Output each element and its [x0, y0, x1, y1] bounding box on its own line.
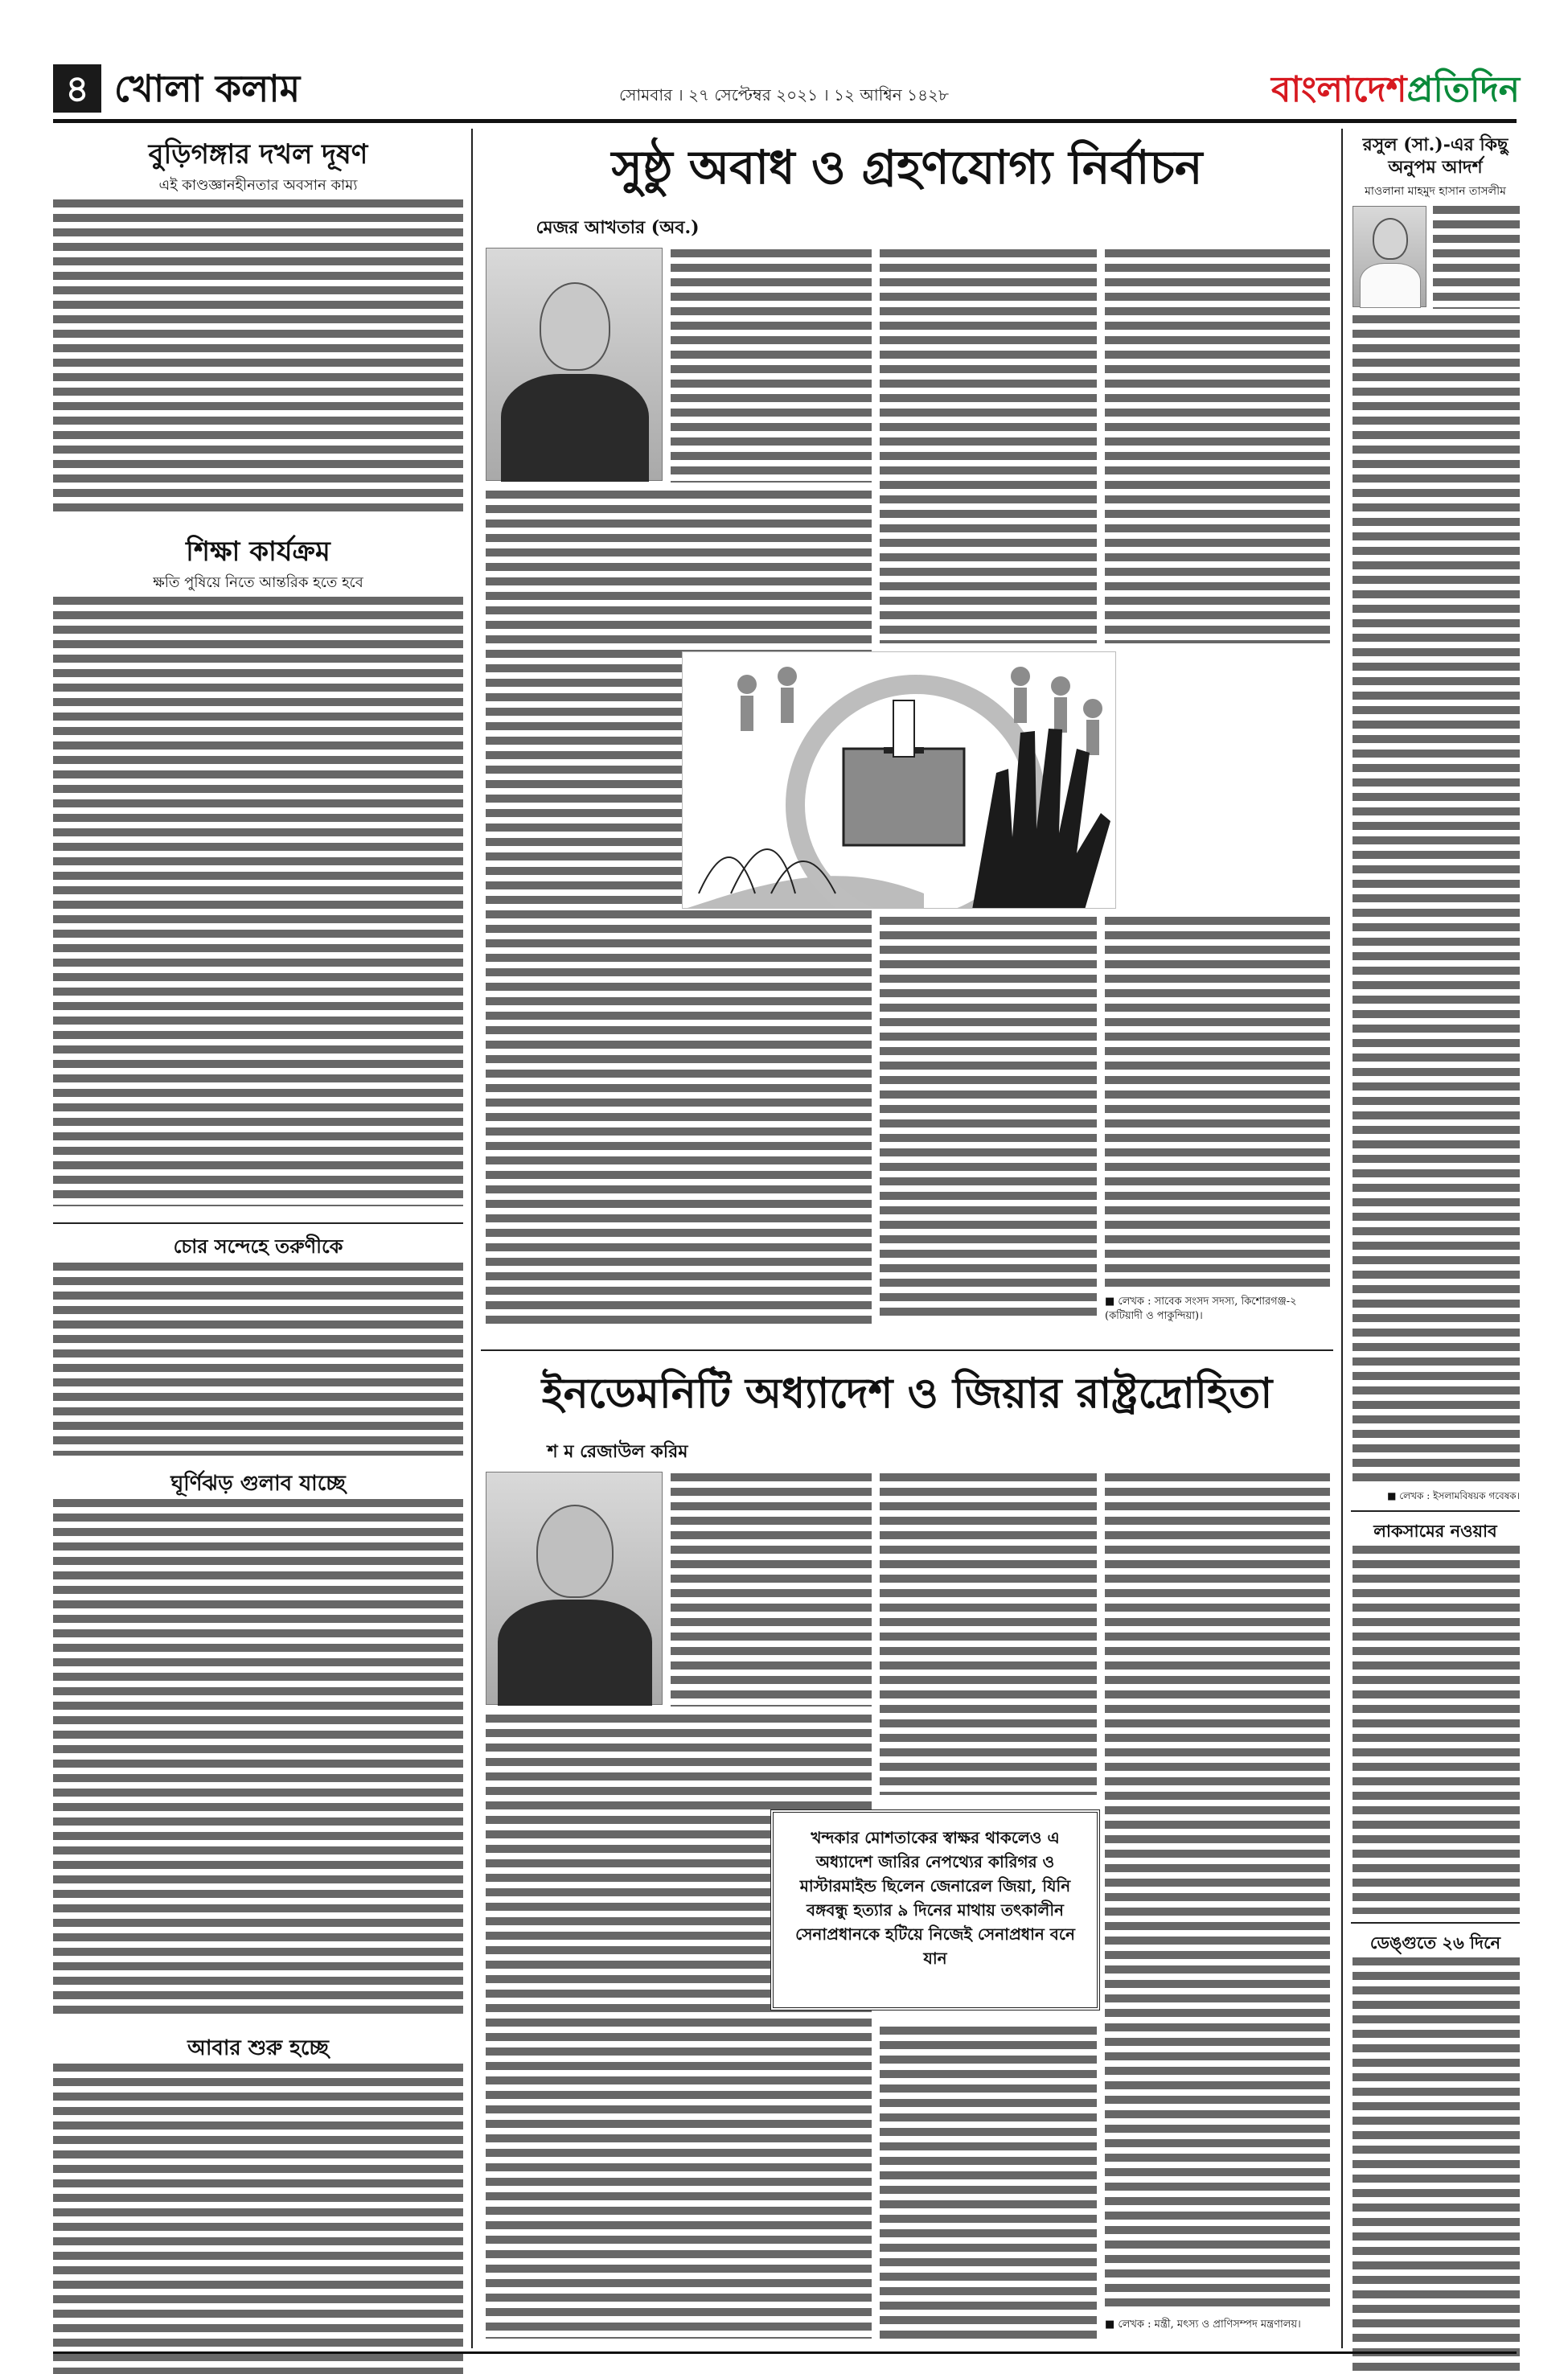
main-article-col-3-bottom	[1105, 917, 1330, 1287]
second-article-col-1	[486, 1715, 872, 2339]
news-3-title: আবার শুরু হচ্ছে	[187, 2036, 329, 2060]
section-title: খোলা কলাম	[114, 67, 301, 110]
pull-quote-text: খন্দকার মোশতাকের স্বাক্ষর থাকলেও এ অধ্যাদেশ জারির নেপথ্যের কারিগর ও মাস্টারমাইন্ড ছিলেন জেনারেল জিয়া, যিনি বঙ্গবন্ধু হত্যার ৯ দিনের মাথায় তৎকালীন সেনাপ্রধানকে হটিয়ে নিজেই সেনাপ্রধান বনে যান	[795, 1828, 1075, 1968]
editorial-1-body	[53, 199, 463, 513]
author-head	[1373, 218, 1408, 260]
editorial-1-title: বুড়িগঙ্গার দখল দূষণ	[148, 138, 368, 170]
author-photo-main	[486, 248, 663, 481]
author-head	[540, 282, 610, 371]
right-news-1-body	[1353, 1546, 1520, 1914]
author-head	[536, 1505, 614, 1598]
author-shoulders	[1360, 263, 1421, 308]
masthead-suffix: প্রতিদিন	[1406, 69, 1520, 110]
header-rule	[53, 119, 1517, 123]
author-shoulders	[501, 374, 649, 482]
issue-date: সোমবার । ২৭ সেপ্টেম্বর ২০২১ । ১২ আশ্বিন ১৪২৮	[619, 85, 950, 105]
main-article-col-1	[486, 491, 872, 1327]
masthead	[1238, 63, 1520, 114]
second-article-title: ইনডেমনিটি অধ্যাদেশ ও জিয়ার রাষ্ট্রদ্রোহিতা	[541, 1369, 1273, 1418]
news-2-title: ঘূর্ণিঝড় গুলাব যাচ্ছে	[170, 1472, 346, 1496]
left-divider-1	[53, 1222, 463, 1224]
right-news-2-body	[1353, 1957, 1520, 2374]
author-photo-second	[486, 1472, 663, 1705]
editorial-1-subtitle: এই কাণ্ডজ্ঞানহীনতার অবসান কাম্য	[158, 177, 358, 194]
main-article-col-2	[880, 249, 1097, 643]
news-1-title: চোর সন্দেহে তরুণীকে	[173, 1234, 343, 1258]
right-news-2-title: ডেঙ্গুতে ২৬ দিনে	[1369, 1932, 1501, 1953]
main-article-author-note: ■ লেখক : সাবেক সংসদ সদস্য, কিশোরগঞ্জ-২ (কটিয়াদী ও পাকুন্দিয়া)।	[1105, 1296, 1297, 1322]
second-article	[481, 1359, 1333, 2348]
main-article-col-3	[1105, 249, 1330, 643]
author-shoulders	[498, 1600, 652, 1706]
second-article-col-3	[1105, 1473, 1330, 2310]
pull-quote-box	[770, 1809, 1100, 2011]
column-rule-left	[471, 129, 473, 2348]
right-article-author-note: ■ লেখক : ইসলামবিষয়ক গবেষক।	[1387, 1490, 1520, 1501]
right-article-body-top	[1433, 206, 1520, 309]
main-article	[481, 129, 1333, 1343]
author-photo-right	[1353, 206, 1426, 307]
right-article-title: রসুল (সা.)-এর কিছু অনুপম আদর্শ	[1362, 134, 1508, 178]
news-1-body	[53, 1263, 463, 1456]
second-article-author-note: ■ লেখক : মন্ত্রী, মৎস্য ও প্রাণিসম্পদ মন্ত্রণালয়।	[1105, 2319, 1301, 2331]
news-3-body	[53, 2064, 463, 2374]
footer-rule	[53, 2351, 1517, 2354]
main-divider	[481, 1349, 1333, 1351]
main-article-col-2-bottom	[880, 917, 1097, 1319]
news-2-body	[53, 1499, 463, 2020]
main-article-author: মেজর আখতার (অব.)	[536, 217, 700, 238]
second-article-col-1-top	[671, 1473, 872, 1707]
main-article-col-1-top	[671, 249, 872, 483]
election-illustration	[682, 651, 1116, 909]
editorial-2-body	[53, 597, 463, 1206]
right-news-1-title: লাকসামের নওয়াব	[1373, 1521, 1497, 1541]
main-article-title: সুষ্ঠু অবাধ ও গ্রহণযোগ্য নির্বাচন	[611, 140, 1203, 195]
column-rule-right	[1341, 129, 1343, 2348]
masthead-prefix: বাংলাদেশ	[1271, 69, 1407, 110]
editorial-2-subtitle: ক্ষতি পুষিয়ে নিতে আন্তরিক হতে হবে	[153, 574, 363, 591]
right-article-body	[1353, 315, 1520, 1483]
right-divider-2	[1351, 1922, 1520, 1924]
editorial-2-title: শিক্ষা কার্যক্রম	[186, 536, 330, 568]
right-article-author: মাওলানা মাহমুদ হাসান তাসলীম	[1365, 185, 1506, 198]
left-column	[53, 129, 463, 2348]
election-illustration-svg	[683, 652, 1116, 909]
right-divider-1	[1351, 1510, 1520, 1512]
right-column	[1351, 129, 1520, 2348]
second-article-author: শ ম রেজাউল করিম	[547, 1441, 688, 1462]
page-number-box: ৪	[53, 64, 101, 113]
second-article-col-2-top	[880, 1473, 1097, 1795]
second-article-col-2-bottom	[880, 2027, 1097, 2339]
